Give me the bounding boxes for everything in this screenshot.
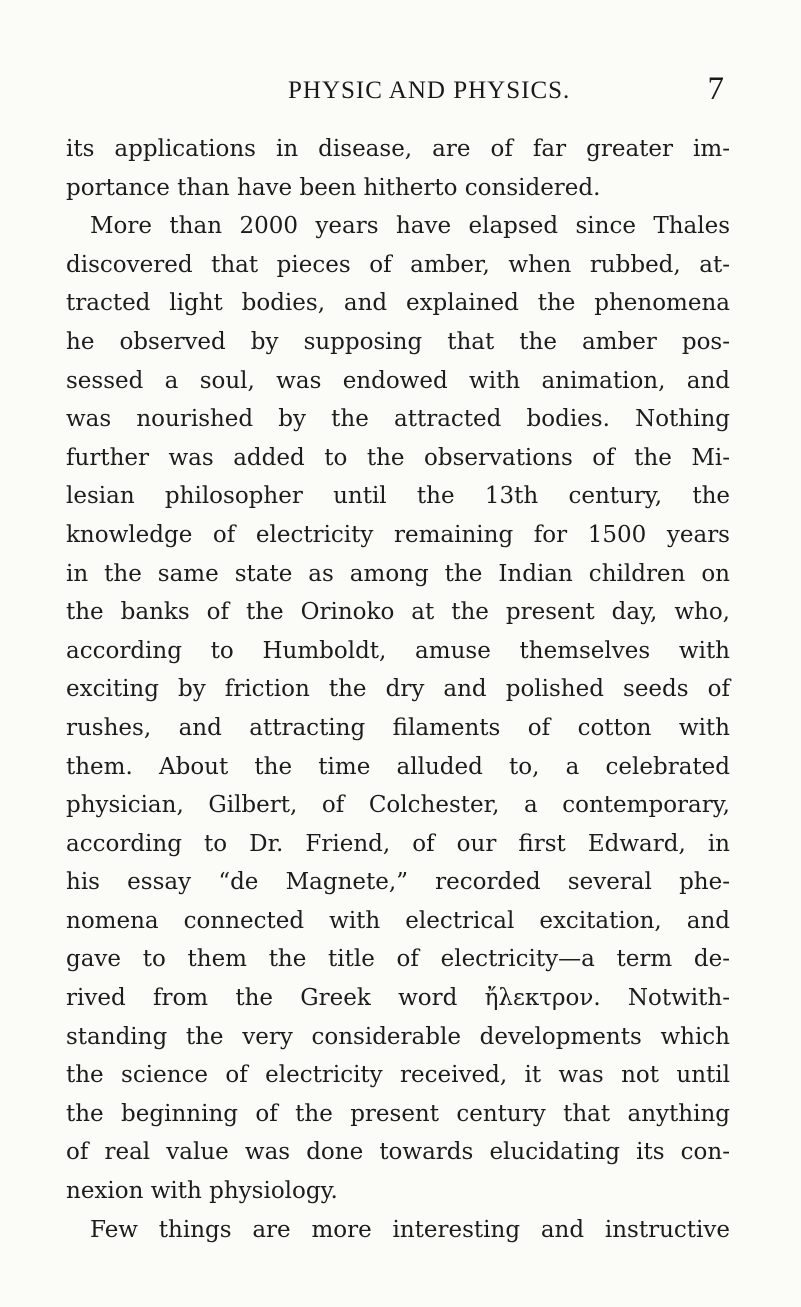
text-line: was nourished by the attracted bodies. Nothing	[66, 406, 730, 433]
text-line: exciting by friction the dry and polished seeds of	[66, 676, 730, 703]
text-line: further was added to the observations of the Mi-	[66, 444, 730, 471]
page-number: 7	[707, 71, 724, 107]
text-line: knowledge of electricity remaining for 1500 years	[66, 521, 730, 548]
text-line: the banks of the Orinoko at the present day, who,	[66, 599, 730, 626]
text-line: according to Humboldt, amuse themselves with	[66, 637, 730, 664]
text-line: lesian philosopher until the 13th century, the	[66, 483, 730, 510]
text-line: physician, Gilbert, of Colchester, a contemporary,	[66, 792, 730, 819]
body-text	[66, 130, 730, 1249]
text-line: the beginning of the present century that anything	[66, 1100, 730, 1127]
text-line: sessed a soul, was endowed with animation, and	[66, 367, 730, 394]
text-line: of real value was done towards elucidating its con-	[66, 1139, 730, 1166]
page-header	[144, 71, 724, 111]
text-line: nexion with physiology.	[66, 1178, 338, 1205]
text-line: tracted light bodies, and explained the phenomena	[66, 290, 730, 317]
text-line: Few things are more interesting and instructive	[90, 1216, 730, 1243]
text-line: according to Dr. Friend, of our first Edward, in	[66, 830, 730, 857]
text-line: discovered that pieces of amber, when rubbed, at-	[66, 251, 730, 278]
text-line: them. About the time alluded to, a celebrated	[66, 753, 730, 780]
text-line: his essay “de Magnete,” recorded several phe-	[66, 869, 730, 896]
text-line: standing the very considerable developments which	[66, 1023, 730, 1050]
running-head: PHYSIC AND PHYSICS.	[288, 77, 571, 104]
text-line: its applications in disease, are of far greater im-	[66, 136, 730, 162]
text-line: the science of electricity received, it was not until	[66, 1062, 730, 1089]
text-line: rushes, and attracting filaments of cotton with	[66, 714, 730, 741]
text-line: portance than have been hitherto considered.	[66, 174, 601, 201]
text-line: More than 2000 years have elapsed since Thales	[90, 213, 730, 240]
text-line: rived from the Greek word ἤλεκτρον. Notwith-	[66, 985, 730, 1012]
text-line: he observed by supposing that the amber pos-	[66, 328, 730, 355]
text-line: gave to them the title of electricity—a term de-	[66, 946, 730, 973]
text-line: nomena connected with electrical excitation, and	[66, 907, 730, 934]
text-line: in the same state as among the Indian children on	[66, 560, 730, 587]
